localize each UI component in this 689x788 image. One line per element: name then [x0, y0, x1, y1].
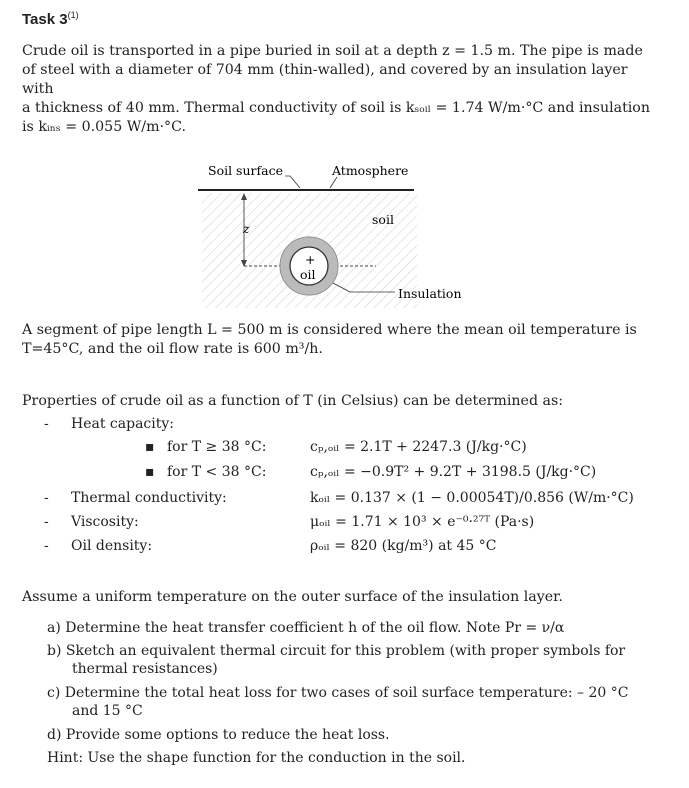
pipe-diagram [190, 155, 490, 315]
segment-line: A segment of pipe length L = 500 m is considered where the mean oil temperature is [22, 322, 637, 338]
soil-surface-pointer [285, 176, 300, 188]
centerline-mark: + [305, 252, 316, 267]
hint-text: Hint: Use the shape function for the conduction in the soil. [47, 750, 466, 766]
dash-bullet: - [44, 416, 49, 432]
question-b-continued: thermal resistances) [72, 661, 218, 677]
soil-label: soil [372, 212, 394, 227]
cp-formula-high: cₚ,ₒᵢₗ = 2.1T + 2247.3 (J/kg·°C) [310, 439, 527, 455]
task-footnote-marker: (1) [67, 10, 79, 20]
question-d: d) Provide some options to reduce the heat loss. [47, 727, 390, 743]
k-formula: kₒᵢₗ = 0.137 × (1 − 0.00054T)/0.856 (W/m·°C) [310, 490, 634, 506]
mu-formula: μₒᵢₗ = 1.71 × 10³ × e⁻⁰·²⁷ᵀ (Pa·s) [310, 514, 535, 530]
heat-capacity-label: Heat capacity: [71, 416, 174, 432]
oil-label: oil [300, 267, 316, 282]
insulation-label: Insulation [398, 286, 462, 301]
cp-condition-low: for T < 38 °C: [167, 464, 267, 480]
square-bullet: ▪ [145, 439, 155, 455]
question-a: a) Determine the heat transfer coefficient h of the oil flow. Note Pr = ν/α [47, 620, 565, 636]
thermal-conductivity-label: Thermal conductivity: [71, 490, 227, 506]
viscosity-label: Viscosity: [71, 514, 139, 530]
intro-line: of steel with a diameter of 704 mm (thin-walled), and covered by an insulation layer with [22, 62, 628, 97]
task-title [22, 10, 79, 28]
atmosphere-pointer [330, 177, 337, 188]
intro-paragraph [22, 42, 662, 137]
cp-condition-high: for T ≥ 38 °C: [167, 439, 267, 455]
density-label: Oil density: [71, 538, 153, 554]
cp-formula-low: cₚ,ₒᵢₗ = −0.9T² + 9.2T + 3198.5 (J/kg·°C) [310, 464, 597, 480]
intro-line: is kᵢₙₛ = 0.055 W/m·°C. [22, 119, 187, 135]
intro-line: Crude oil is transported in a pipe buried in soil at a depth z = 1.5 m. The pipe is made [22, 43, 643, 59]
segment-paragraph [22, 321, 662, 359]
segment-line: T=45°C, and the oil flow rate is 600 m³/h. [22, 341, 323, 357]
assumption-text: Assume a uniform temperature on the outer surface of the insulation layer. [22, 589, 563, 605]
question-b: b) Sketch an equivalent thermal circuit for this problem (with proper symbols for [47, 643, 626, 659]
task-title-text: Task 3 [22, 11, 68, 28]
intro-line: a thickness of 40 mm. Thermal conductivity of soil is kₛₒᵢₗ = 1.74 W/m·°C and insulation [22, 100, 650, 116]
depth-label: z [243, 221, 250, 236]
rho-formula: ρₒᵢₗ = 820 (kg/m³) at 45 °C [310, 538, 497, 554]
dash-bullet: - [44, 514, 49, 530]
atmosphere-label: Atmosphere [332, 163, 409, 178]
square-bullet: ▪ [145, 464, 155, 480]
properties-intro: Properties of crude oil as a function of T (in Celsius) can be determined as: [22, 393, 564, 409]
soil-surface-label: Soil surface [208, 163, 283, 178]
dash-bullet: - [44, 538, 49, 554]
question-c: c) Determine the total heat loss for two cases of soil surface temperature: – 20 °C [47, 685, 629, 701]
dash-bullet: - [44, 490, 49, 506]
question-c-continued: and 15 °C [72, 703, 143, 719]
